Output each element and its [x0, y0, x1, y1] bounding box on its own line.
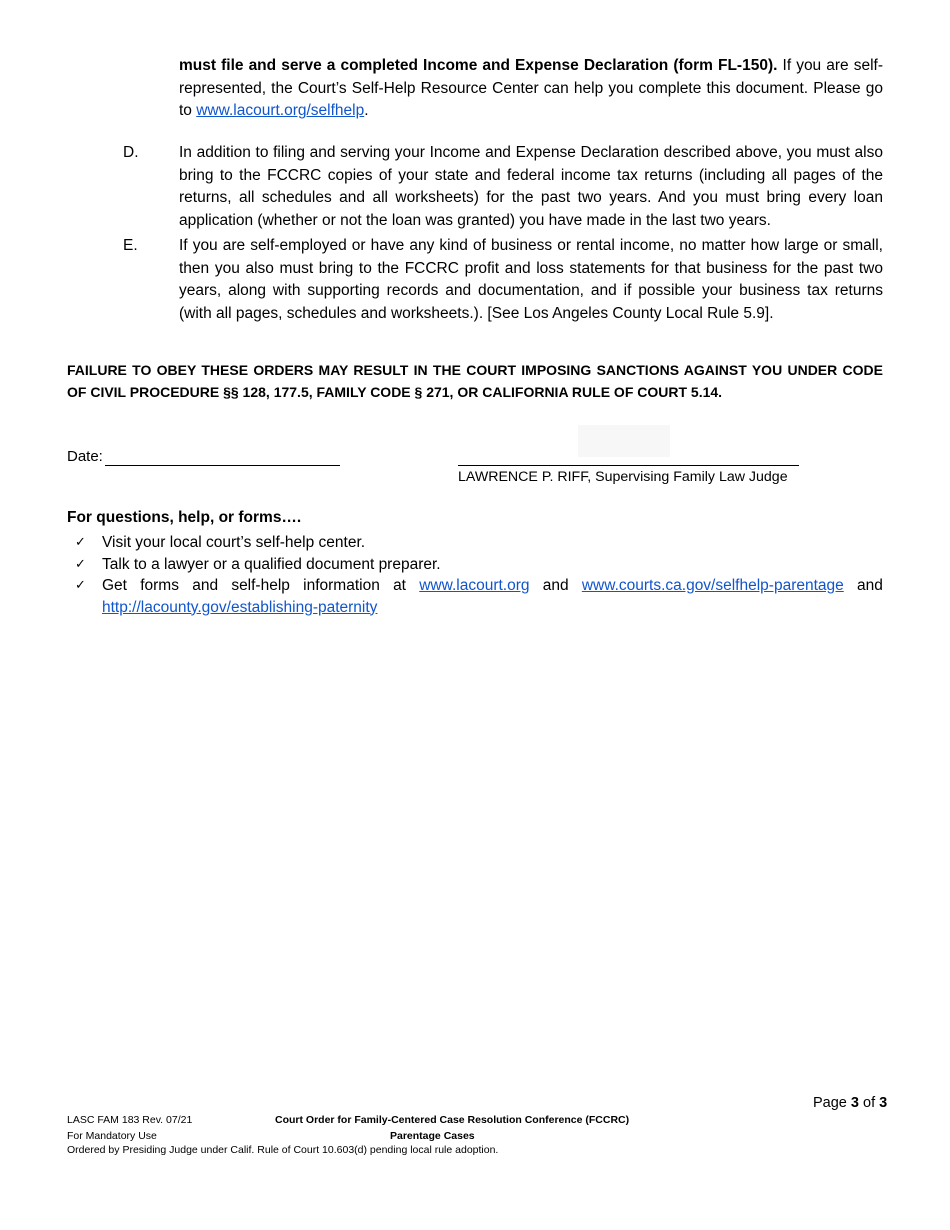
courts-selfhelp-parentage-link[interactable]: www.courts.ca.gov/selfhelp-parentage	[581, 577, 844, 594]
help-word: self-help	[231, 577, 290, 594]
page-prefix: Page	[813, 1095, 851, 1111]
help-item-text: Talk to a lawyer or a qualified document preparer.	[102, 555, 441, 573]
page-current: 3	[850, 1095, 859, 1111]
continued-paragraph	[179, 55, 883, 123]
checkmark-icon: ✓	[75, 556, 86, 572]
signature-area	[578, 425, 670, 457]
paragraph-end: .	[364, 102, 369, 120]
page-number	[813, 1095, 887, 1111]
selfhelp-link[interactable]: www.lacourt.org/selfhelp	[196, 102, 365, 120]
help-word: forms	[140, 577, 179, 594]
paragraph-text: If you are self-represented, the Court’s Self-Help Resource Center can help you complete this document. Please go to	[179, 57, 884, 120]
help-word: and	[542, 577, 569, 594]
checkmark-icon: ✓	[75, 535, 86, 550]
help-title: For questions, help, or forms….	[67, 509, 302, 526]
footer-form-id: LASC FAM 183 Rev. 07/21	[67, 1114, 193, 1126]
help-word: and	[857, 577, 883, 594]
item-e-text: If you are self-employed or have any kind of business or rental income, no matter how large or small, then you also must bring to the FCCRC profit and loss statements for that business for the past two years, along with supporting records and documentation, and if possible your business tax returns (with all pages, schedules and worksheets.). [See Los Angeles County Local Rule 5.9].	[179, 237, 883, 323]
judge-name: LAWRENCE P. RIFF, Supervising Family Law Judge	[458, 469, 788, 485]
signature-line	[458, 465, 799, 466]
date-label: Date:	[67, 448, 103, 465]
help-word: information	[303, 577, 380, 594]
date-line	[105, 465, 340, 466]
footer-use: For Mandatory Use	[67, 1130, 157, 1142]
item-e-letter: E.	[123, 237, 138, 254]
item-d-text: In addition to filing and serving your Income and Expense Declaration described above, you must also bring to the FCCRC copies of your state and federal income tax returns (including all pages of the returns, all schedules and all worksheets) for the past two years. And you must bring every loan application (whether or not the loan was granted) you have made in the last two years.	[179, 144, 883, 230]
help-list	[67, 532, 883, 618]
footer-ordered-by: Ordered by Presiding Judge under Calif. Rule of Court 10.603(d) pending local rule adoption.	[67, 1144, 499, 1156]
help-item-forms	[67, 575, 883, 618]
help-item-forms-line	[102, 575, 883, 597]
page-of: of	[858, 1095, 880, 1111]
help-item-self-help-center	[67, 532, 883, 554]
help-word: at	[393, 577, 406, 594]
establishing-paternity-link[interactable]: http://lacounty.gov/establishing-paternity	[102, 598, 378, 616]
lacourt-link[interactable]: www.lacourt.org	[419, 577, 530, 594]
help-item-text: Visit your local court’s self-help center.	[102, 534, 366, 551]
paragraph-bold-text: must file and serve a completed Income and Expense Declaration (form FL-150).	[179, 57, 778, 74]
help-word: and	[192, 577, 219, 594]
sanctions-warning: FAILURE TO OBEY THESE ORDERS MAY RESULT IN THE COURT IMPOSING SANCTIONS AGAINST YOU UNDER CODE OF CIVIL PROCEDURE §§ 128, 177.5, FAMILY CODE § 271, OR CALIFORNIA RULE OF COURT 5.14.	[67, 362, 883, 400]
page-total: 3	[879, 1095, 888, 1111]
help-word: Get	[102, 577, 127, 594]
checkmark-icon: ✓	[75, 578, 86, 593]
footer-title: Court Order for Family-Centered Case Resolution Conference (FCCRC)	[275, 1114, 630, 1126]
help-item-lawyer	[67, 554, 883, 576]
item-d-letter: D.	[123, 144, 139, 161]
footer-subtitle: Parentage Cases	[390, 1130, 475, 1142]
